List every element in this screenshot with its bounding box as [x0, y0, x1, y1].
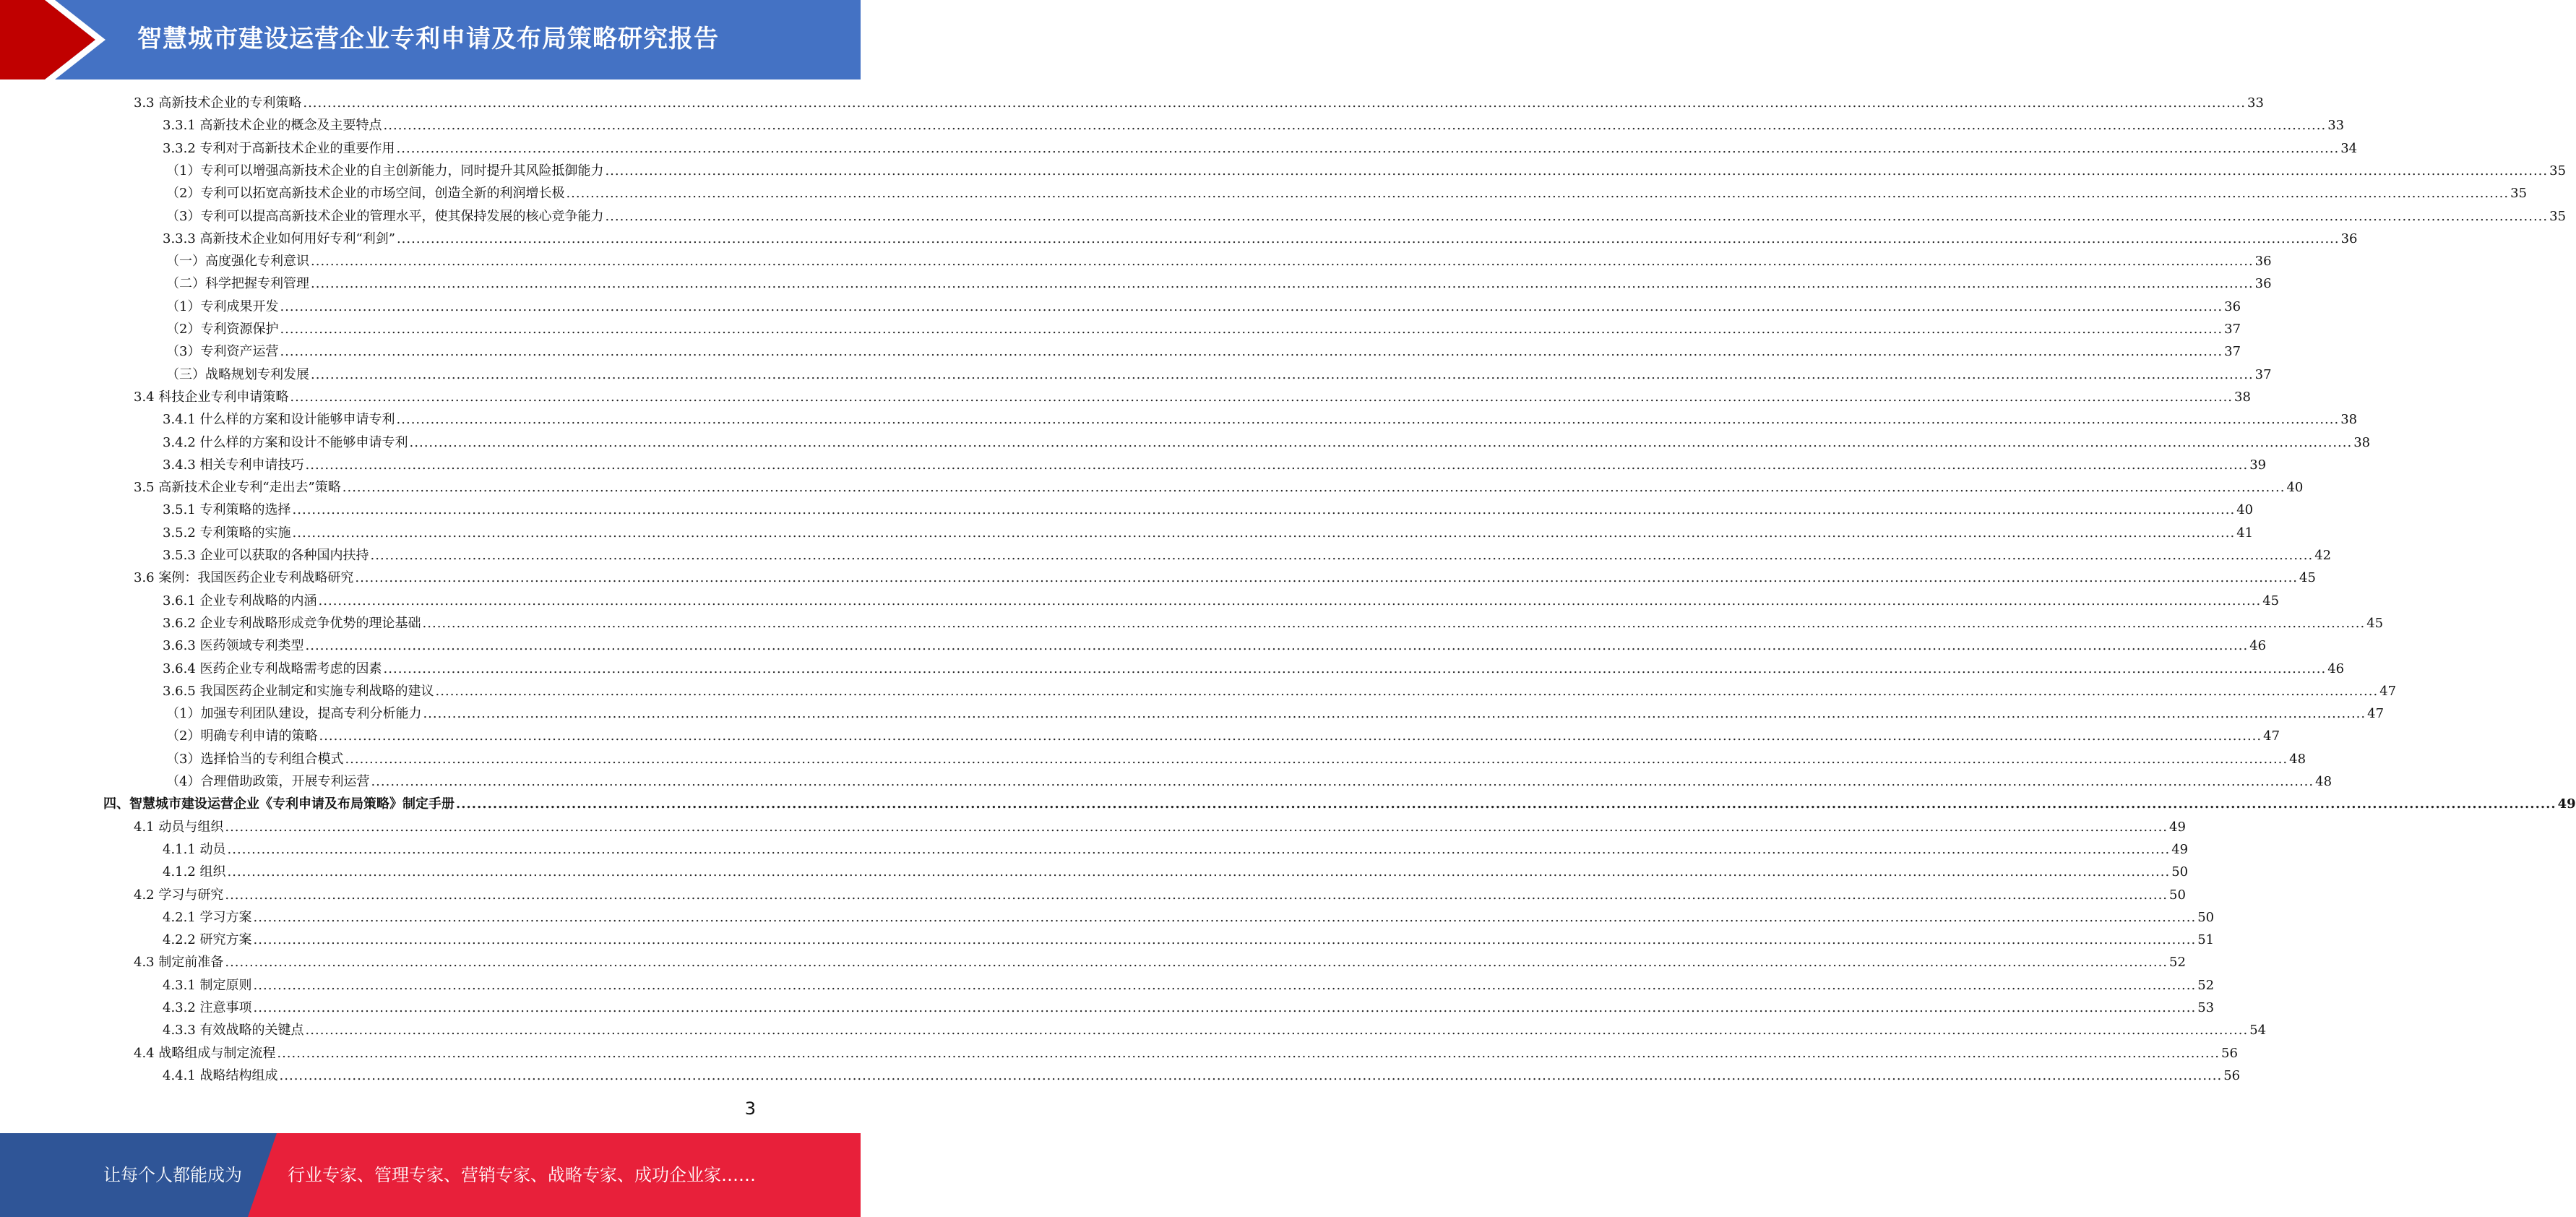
toc-entry-page: 49 [2171, 841, 2189, 857]
toc-entry-label: 4.1.2 组织 [163, 864, 226, 880]
toc-entry-page: 54 [2249, 1023, 2267, 1038]
toc-entry-page: 42 [2314, 548, 2332, 563]
toc-entry-label: 3.6 案例：我国医药企业专利战略研究 [134, 570, 354, 586]
toc-entry[interactable] [163, 499, 2254, 521]
toc-entry-label: 4.1 动员与组织 [134, 819, 224, 835]
toc-entry-label: 3.5 高新技术企业专利“走出去”策略 [134, 480, 341, 496]
toc-entry-label: 4.4.1 战略结构组成 [163, 1067, 278, 1083]
toc-leader-dots: ................................................................................................................................................................................................................................................................................................................................................................................................................ [225, 955, 2168, 971]
toc-entry-label: 3.6.5 我国医药企业制定和实施专利战略的建议 [163, 683, 434, 699]
toc-entry-page: 36 [2224, 298, 2241, 314]
toc-leader-dots: ................................................................................................................................................................................................................................................................................................................................................................................................................ [383, 118, 2327, 134]
toc-entry[interactable] [134, 92, 2264, 114]
toc-entry[interactable] [134, 951, 2186, 973]
toc-entry-page: 52 [2197, 977, 2215, 993]
toc-leader-dots: ................................................................................................................................................................................................................................................................................................................................................................................................................ [305, 1023, 2249, 1038]
toc-leader-dots: ................................................................................................................................................................................................................................................................................................................................................................................................................ [319, 728, 2262, 744]
toc-entry-label: （2）专利可以拓宽高新技术企业的市场空间，创造全新的利润增长极 [166, 186, 565, 202]
toc-entry[interactable] [163, 861, 2189, 883]
toc-entry-label: 3.3.3 高新技术企业如何用好专利“利剑” [163, 231, 395, 246]
toc-entry-label: （一）高度强化专利意识 [166, 254, 309, 270]
toc-entry[interactable] [134, 816, 2186, 838]
toc-entry-label: 4.4 战略组成与制定流程 [134, 1045, 276, 1061]
toc-leader-dots: ................................................................................................................................................................................................................................................................................................................................................................................................................ [342, 480, 2286, 496]
toc-entry-page: 37 [2254, 366, 2272, 382]
toc-entry-page: 49 [2557, 796, 2576, 812]
toc-entry[interactable] [163, 228, 2358, 250]
toc-entry-label: 4.3 制定前准备 [134, 955, 224, 971]
toc-leader-dots: ................................................................................................................................................................................................................................................................................................................................................................................................................ [280, 344, 2223, 360]
toc-leader-dots: ................................................................................................................................................................................................................................................................................................................................................................................................................ [318, 593, 2262, 608]
toc-leader-dots: ................................................................................................................................................................................................................................................................................................................................................................................................................ [605, 208, 2549, 224]
toc-entry[interactable] [166, 160, 2567, 182]
toc-entry[interactable] [163, 997, 2215, 1019]
toc-leader-dots: ................................................................................................................................................................................................................................................................................................................................................................................................................ [279, 1067, 2223, 1083]
toc-leader-dots: ................................................................................................................................................................................................................................................................................................................................................................................................................ [345, 751, 2288, 767]
toc-entry[interactable] [163, 431, 2371, 454]
toc-entry[interactable] [166, 702, 2385, 725]
toc-leader-dots: ................................................................................................................................................................................................................................................................................................................................................................................................................ [292, 502, 2236, 518]
toc-entry-page: 56 [2223, 1067, 2241, 1083]
toc-leader-dots: ................................................................................................................................................................................................................................................................................................................................................................................................................ [280, 298, 2223, 314]
toc-entry-label: （1）专利成果开发 [166, 298, 279, 314]
toc-leader-dots: ................................................................................................................................................................................................................................................................................................................................................................................................................ [396, 412, 2340, 428]
toc-entry[interactable] [163, 612, 2384, 635]
toc-entry[interactable] [163, 838, 2189, 861]
toc-entry-label: 3.4.3 相关专利申请技巧 [163, 457, 304, 473]
toc-leader-dots: ................................................................................................................................................................................................................................................................................................................................................................................................................ [422, 615, 2366, 631]
toc-entry-page: 37 [2224, 344, 2241, 360]
toc-entry[interactable] [163, 454, 2267, 476]
toc-entry[interactable] [166, 340, 2241, 363]
toc-entry-page: 40 [2236, 502, 2254, 518]
toc-entry[interactable] [163, 906, 2215, 929]
toc-entry[interactable] [166, 205, 2567, 228]
toc-entry-page: 53 [2197, 1000, 2215, 1015]
toc-entry-page: 49 [2169, 819, 2186, 835]
toc-leader-dots: ................................................................................................................................................................................................................................................................................................................................................................................................................ [409, 434, 2353, 450]
toc-entry-label: 4.2.2 研究方案 [163, 932, 252, 948]
toc-entry-label: （3）专利可以提高高新技术企业的管理水平，使其保持发展的核心竞争能力 [166, 208, 604, 224]
toc-entry-label: （2）明确专利申请的策略 [166, 728, 318, 744]
toc-entry[interactable] [134, 476, 2304, 499]
toc-leader-dots: ................................................................................................................................................................................................................................................................................................................................................................................................................ [396, 140, 2340, 156]
toc-entry-page: 50 [2197, 909, 2215, 925]
toc-entry[interactable] [166, 296, 2241, 318]
toc-entry-page: 36 [2254, 254, 2272, 270]
toc-entry[interactable] [163, 408, 2358, 431]
toc-entry-page: 50 [2169, 887, 2186, 903]
toc-entry-page: 46 [2327, 661, 2345, 676]
toc-entry-page: 38 [2353, 434, 2371, 450]
toc-entry-label: （1）加强专利团队建设，提高专利分析能力 [166, 706, 422, 722]
toc-leader-dots: ................................................................................................................................................................................................................................................................................................................................................................................................................ [292, 525, 2236, 541]
toc-entry-page: 50 [2171, 864, 2189, 880]
toc-entry[interactable] [166, 770, 2332, 793]
toc-entry-label: 3.6.1 企业专利战略的内涵 [163, 593, 317, 608]
toc-entry[interactable] [163, 658, 2345, 680]
toc-entry-label: 4.2 学习与研究 [134, 887, 224, 903]
toc-leader-dots: ................................................................................................................................................................................................................................................................................................................................................................................................................ [280, 322, 2223, 337]
toc-entry[interactable] [163, 544, 2332, 567]
toc-entry[interactable] [163, 114, 2345, 137]
toc-entry-page: 46 [2249, 638, 2267, 654]
toc-leader-dots: ................................................................................................................................................................................................................................................................................................................................................................................................................ [396, 231, 2340, 246]
toc-entry[interactable] [163, 680, 2397, 702]
toc-entry[interactable] [163, 137, 2358, 160]
toc-entry-page: 45 [2299, 570, 2316, 586]
toc-entry-page: 39 [2249, 457, 2267, 473]
toc-entry-label: 3.5.3 企业可以获取的各种国内扶持 [163, 548, 369, 563]
toc-leader-dots: ................................................................................................................................................................................................................................................................................................................................................................................................................ [311, 276, 2254, 292]
toc-entry-page: 33 [2247, 95, 2264, 111]
toc-leader-dots: ................................................................................................................................................................................................................................................................................................................................................................................................................ [290, 389, 2233, 405]
footer-slogan-right: 行业专家、管理专家、营销专家、战略专家、成功企业家…… [288, 1165, 756, 1185]
toc-entry-label: 4.3.2 注意事项 [163, 1000, 252, 1015]
toc-entry-page: 48 [2315, 774, 2332, 789]
toc-entry[interactable] [166, 364, 2272, 386]
toc-entry[interactable] [163, 1019, 2267, 1041]
toc-entry-page: 33 [2327, 118, 2345, 134]
toc-leader-dots: ................................................................................................................................................................................................................................................................................................................................................................................................................ [456, 796, 2556, 812]
toc-entry[interactable] [166, 725, 2280, 747]
toc-leader-dots: ................................................................................................................................................................................................................................................................................................................................................................................................................ [253, 1000, 2197, 1015]
toc-entry-label: （二）科学把握专利管理 [166, 276, 309, 292]
toc-entry-page: 35 [2549, 163, 2567, 179]
toc-entry[interactable] [163, 1065, 2241, 1087]
toc-entry[interactable] [163, 590, 2280, 612]
toc-leader-dots: ................................................................................................................................................................................................................................................................................................................................................................................................................ [383, 661, 2327, 676]
toc-entry[interactable] [166, 748, 2306, 770]
toc-entry-label: 4.2.1 学习方案 [163, 909, 252, 925]
toc-entry-page: 45 [2262, 593, 2280, 608]
toc-entry-label: 3.6.4 医药企业专利战略需考虑的因素 [163, 661, 382, 676]
report-title: 智慧城市建设运营企业专利申请及布局策略研究报告 [137, 25, 719, 53]
toc-entry-page: 47 [2379, 683, 2397, 699]
toc-leader-dots: ................................................................................................................................................................................................................................................................................................................................................................................................................ [371, 774, 2314, 789]
toc-leader-dots: ................................................................................................................................................................................................................................................................................................................................................................................................................ [227, 841, 2171, 857]
toc-entry-page: 52 [2169, 955, 2186, 971]
toc-entry-page: 38 [2234, 389, 2251, 405]
toc-entry[interactable] [134, 884, 2186, 906]
toc-entry-page: 47 [2263, 728, 2280, 744]
toc-leader-dots: ................................................................................................................................................................................................................................................................................................................................................................................................................ [253, 977, 2197, 993]
toc-entry-label: 4.3.3 有效战略的关键点 [163, 1023, 304, 1038]
toc-entry-label: 3.4.1 什么样的方案和设计能够申请专利 [163, 412, 395, 428]
toc-leader-dots: ................................................................................................................................................................................................................................................................................................................................................................................................................ [253, 909, 2197, 925]
toc-entry-label: （4）合理借助政策，开展专利运营 [166, 774, 370, 789]
toc-leader-dots: ................................................................................................................................................................................................................................................................................................................................................................................................................ [423, 706, 2366, 722]
toc-entry-page: 51 [2197, 932, 2215, 948]
page-footer [0, 1133, 861, 1217]
toc-entry-label: （3）选择恰当的专利组合模式 [166, 751, 344, 767]
toc-leader-dots: ................................................................................................................................................................................................................................................................................................................................................................................................................ [311, 366, 2254, 382]
toc-entry[interactable] [166, 182, 2528, 205]
toc-entry-label: 3.4 科技企业专利申请策略 [134, 389, 289, 405]
toc-entry-page: 41 [2236, 525, 2254, 541]
toc-entry[interactable] [166, 272, 2272, 295]
toc-entry-page: 37 [2224, 322, 2241, 337]
toc-entry-page: 45 [2366, 615, 2384, 631]
toc-entry[interactable] [166, 318, 2241, 340]
page-number: 3 [744, 1098, 756, 1119]
toc-entry-label: 3.3 高新技术企业的专利策略 [134, 95, 302, 111]
toc-leader-dots: ................................................................................................................................................................................................................................................................................................................................................................................................................ [566, 186, 2510, 202]
toc-entry[interactable] [163, 635, 2267, 657]
toc-entry-label: （3）专利资产运营 [166, 344, 279, 360]
toc-entry-page: 47 [2367, 706, 2385, 722]
toc-leader-dots: ................................................................................................................................................................................................................................................................................................................................................................................................................ [227, 864, 2171, 880]
toc-leader-dots: ................................................................................................................................................................................................................................................................................................................................................................................................................ [605, 163, 2549, 179]
toc-entry-page: 36 [2254, 276, 2272, 292]
toc-entry[interactable] [103, 793, 2576, 815]
toc-entry-label: 3.6.2 企业专利战略形成竞争优势的理论基础 [163, 615, 421, 631]
toc-entry-label: 3.5.1 专利策略的选择 [163, 502, 291, 518]
toc-entry-label: 4.3.1 制定原则 [163, 977, 252, 993]
toc-entry-label: 四、智慧城市建设运营企业《专利申请及布局策略》制定手册 [103, 796, 455, 812]
toc-leader-dots: ................................................................................................................................................................................................................................................................................................................................................................................................................ [370, 548, 2314, 563]
toc-entry-label: 4.1.1 动员 [163, 841, 226, 857]
page-header [0, 0, 861, 79]
toc-entry-label: 3.3.2 专利对于高新技术企业的重要作用 [163, 140, 395, 156]
toc-entry[interactable] [163, 522, 2254, 544]
toc-entry-page: 35 [2549, 208, 2567, 224]
toc-entry-page: 36 [2340, 231, 2358, 246]
toc-entry[interactable] [134, 1042, 2238, 1065]
toc-leader-dots: ................................................................................................................................................................................................................................................................................................................................................................................................................ [311, 254, 2254, 270]
toc-entry[interactable] [166, 250, 2272, 272]
toc-entry-label: 3.4.2 什么样的方案和设计不能够申请专利 [163, 434, 408, 450]
toc-leader-dots: ................................................................................................................................................................................................................................................................................................................................................................................................................ [305, 457, 2249, 473]
toc-entry-page: 35 [2510, 186, 2528, 202]
toc-entry-page: 34 [2340, 140, 2358, 156]
toc-entry-page: 40 [2286, 480, 2304, 496]
toc-entry-page: 48 [2289, 751, 2306, 767]
toc-entry[interactable] [163, 974, 2215, 997]
toc-entry-label: （三）战略规划专利发展 [166, 366, 309, 382]
toc-leader-dots: ................................................................................................................................................................................................................................................................................................................................................................................................................ [277, 1045, 2220, 1061]
toc-entry-label: 3.5.2 专利策略的实施 [163, 525, 291, 541]
toc-entry[interactable] [134, 386, 2251, 408]
header-red-chevron [0, 0, 108, 79]
toc-entry-label: （1）专利可以增强高新技术企业的自主创新能力，同时提升其风险抵御能力 [166, 163, 604, 179]
toc-leader-dots: ................................................................................................................................................................................................................................................................................................................................................................................................................ [355, 570, 2299, 586]
toc-entry-label: （2）专利资源保护 [166, 322, 279, 337]
toc-entry[interactable] [163, 929, 2215, 951]
toc-entry-label: 3.3.1 高新技术企业的概念及主要特点 [163, 118, 382, 134]
toc-leader-dots: ................................................................................................................................................................................................................................................................................................................................................................................................................ [253, 932, 2197, 948]
toc-entry-page: 56 [2221, 1045, 2238, 1061]
toc-leader-dots: ................................................................................................................................................................................................................................................................................................................................................................................................................ [225, 819, 2168, 835]
toc-entry[interactable] [134, 567, 2316, 589]
toc-leader-dots: ................................................................................................................................................................................................................................................................................................................................................................................................................ [303, 95, 2247, 111]
toc-leader-dots: ................................................................................................................................................................................................................................................................................................................................................................................................................ [305, 638, 2249, 654]
toc-entry-page: 38 [2340, 412, 2358, 428]
toc-leader-dots: ................................................................................................................................................................................................................................................................................................................................................................................................................ [225, 887, 2168, 903]
toc-leader-dots: ................................................................................................................................................................................................................................................................................................................................................................................................................ [435, 683, 2379, 699]
toc-entry-label: 3.6.3 医药领域专利类型 [163, 638, 304, 654]
footer-slogan-left: 让每个人都能成为 [103, 1165, 242, 1185]
